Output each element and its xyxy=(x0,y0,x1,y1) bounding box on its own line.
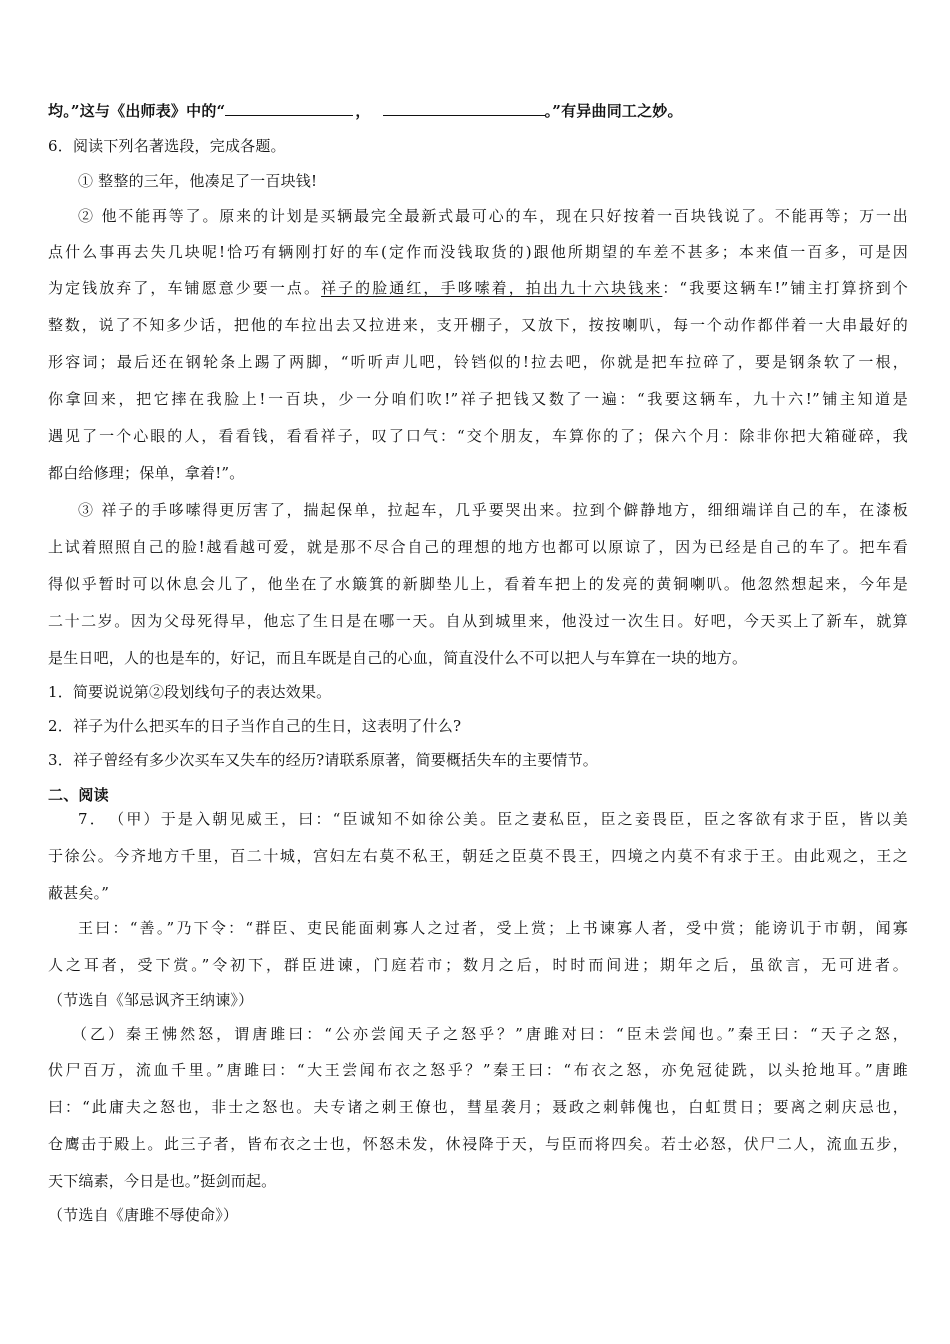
q6-para-2-line-5: 形容词；最后还在钢轮条上踢了两脚，“听听声儿吧，铃铛似的!拉去吧，你就是把车拉碎了，要是钢条软了一根， xyxy=(48,353,908,371)
q6-para-2-line-3 xyxy=(48,277,908,299)
q6-title: 6．阅读下列名著选段，完成各题。 xyxy=(48,137,286,155)
yi-line-3: 曰：“此庸夫之怒也，非士之怒也。夫专诸之刺王僚也，彗星袭月；聂政之刺韩傀也，白虹贯日；要离之刺庆忌也， xyxy=(48,1098,908,1116)
yi-source: （节选自《唐雎不辱使命》） xyxy=(48,1206,239,1224)
q7-source-jia: （节选自《邹忌讽齐王纳谏》） xyxy=(48,991,254,1009)
q6-para-3-line-5: 是生日吧，人的也是车的，好记，而且车既是自己的心血，简直没什么不可以把人与车算在一块的地方。 xyxy=(48,649,748,667)
q7-line-5: 人之耳者，受下赏。”令初下，群臣进谏，门庭若市；数月之后，时时而间进；期年之后，虽欲言，无可进者。 xyxy=(48,956,908,974)
q7-line-4: 王曰：“善。”乃下令：“群臣、吏民能面刺寡人之过者，受上赏；上书谏寡人者，受中赏；能谤讥于市朝，闻寡 xyxy=(78,919,908,937)
section-2-title: 二、阅读 xyxy=(48,786,109,804)
q6-para-2-line-2: 点什么事再去失几块呢!恰巧有辆刚打好的车(定作而没钱取货的)跟他所期望的车差不甚多；本来值一百多，可是因 xyxy=(48,243,908,261)
q6-para-1: ① 整整的三年，他凑足了一百块钱! xyxy=(78,172,318,190)
fill-blank-1[interactable] xyxy=(225,101,353,116)
q6-para-3-line-4: 二十二岁。因为父母死得早，他忘了生日是在哪一天。自从到城里来，他没过一次生日。好吧，今天买上了新车，就算 xyxy=(48,612,908,630)
yi-line-1: （乙）秦王怫然怒，谓唐雎曰：“公亦尝闻天子之怒乎？”唐雎对曰：“臣未尝闻也。”秦王曰：“天子之怒， xyxy=(72,1025,908,1043)
q7-line-1: 7． （甲）于是入朝见威王，曰：“臣诚知不如徐公美。臣之妻私臣，臣之妾畏臣，臣之客欲有求于臣，皆以美 xyxy=(78,810,908,828)
q6-para-2-line-1: ② 他不能再等了。原来的计划是买辆最完全最新式最可心的车，现在只好按着一百块钱说了。不能再等；万一出 xyxy=(78,207,908,225)
intro-suffix: 。”有异曲同工之妙。 xyxy=(544,102,683,120)
intro-prefix: 均。”这与《出师表》中的“ xyxy=(48,102,226,120)
q6-para-3-line-3: 得似乎暂时可以休息会儿了，他坐在了水簸箕的新脚垫儿上，看着车把上的发亮的黄铜喇叭。他忽然想起来，今年是 xyxy=(48,575,908,593)
q6-para-2-line-6: 你拿回来，把它摔在我脸上!一百块，少一分咱们吹!”祥子把钱又数了一遍：“我要这辆车，九十六!”铺主知道是 xyxy=(48,390,908,408)
q6-question-2: 2．祥子为什么把买车的日子当作自己的生日，这表明了什么? xyxy=(48,717,462,735)
q7-line-2: 于徐公。今齐地方千里，百二十城，宫妇左右莫不私王，朝廷之臣莫不畏王，四境之内莫不有求于王。由此观之，王之 xyxy=(48,847,908,865)
q6-para-2-line-7: 遇见了一个心眼的人，看看钱，看看祥子，叹了口气：“交个朋友，车算你的了；保六个月：除非你把大箱碰碎，我 xyxy=(48,427,908,445)
q7-line-3: 蔽甚矣。” xyxy=(48,884,110,902)
intro-line xyxy=(48,100,908,122)
q6-line3-post: ：“我要这辆车!”铺主打算挤到个 xyxy=(662,279,908,297)
q6-para-2-line-4: 整数，说了不知多少话，把他的车拉出去又拉进来，支开棚子，又放下，按按喇叭，每一个动作都伴着一大串最好的 xyxy=(48,316,908,334)
fill-blank-2[interactable] xyxy=(383,101,545,116)
yi-line-5: 天下缟素，今日是也。”挺剑而起。 xyxy=(48,1172,277,1190)
q6-line3-pre: 为定钱放弃了，车铺愿意少要一点。 xyxy=(48,279,322,297)
q6-para-2-line-8: 都白给修理；保单，拿着!”。 xyxy=(48,464,245,482)
intro-separator: ， xyxy=(355,102,371,120)
yi-line-2: 伏尸百万，流血千里。”唐雎曰：“大王尝闻布衣之怒乎？”秦王曰：“布衣之怒，亦免冠徒跣，以头抢地耳。”唐雎 xyxy=(48,1061,908,1079)
q6-question-3: 3．祥子曾经有多少次买车又失车的经历?请联系原著，简要概括失车的主要情节。 xyxy=(48,751,598,769)
q6-question-1: 1．简要说说第②段划线句子的表达效果。 xyxy=(48,683,332,701)
underlined-sentence: 祥子的脸通红，手哆嗦着，拍出九十六块钱来 xyxy=(321,279,663,297)
q6-para-3-line-1: ③ 祥子的手哆嗦得更厉害了，揣起保单，拉起车，几乎要哭出来。拉到个僻静地方，细细端详自己的车，在漆板 xyxy=(78,501,908,519)
q6-para-3-line-2: 上试着照照自己的脸!越看越可爱，就是那不尽合自己的理想的地方也都可以原谅了，因为已经是自己的车了。把车看 xyxy=(48,538,908,556)
yi-line-4: 仓鹰击于殿上。此三子者，皆布衣之士也，怀怒未发，休祲降于天，与臣而将四矣。若士必怒，伏尸二人，流血五步， xyxy=(48,1135,908,1153)
